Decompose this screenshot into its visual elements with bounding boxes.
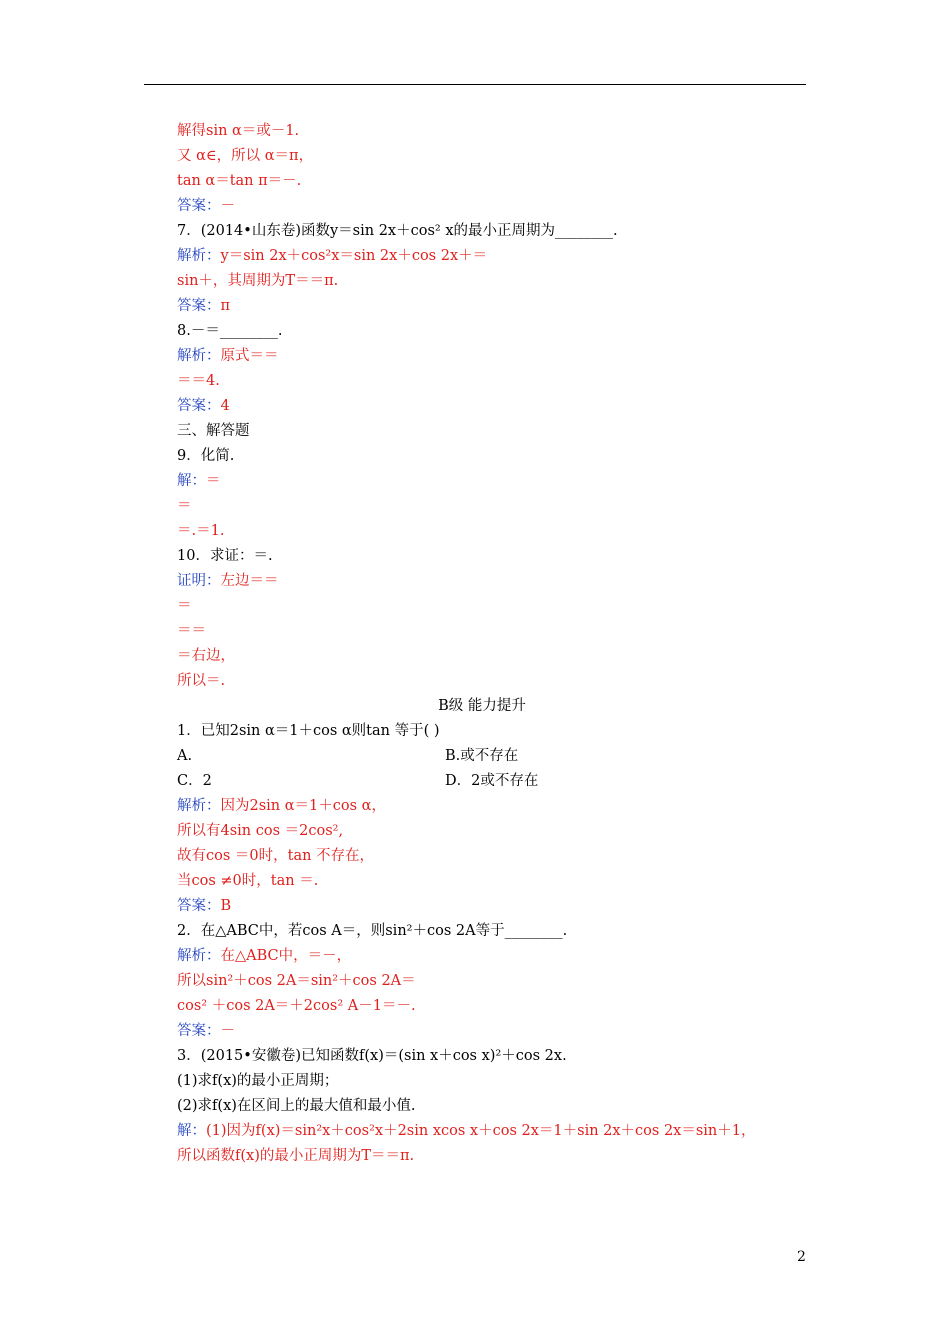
answer-text: tan α＝tan π＝－. [177,173,302,189]
page-number: 2 [797,1249,806,1265]
answer-line [177,144,817,169]
answer-line [177,494,817,519]
answer-line [177,269,817,294]
answer-line [177,794,817,819]
question-text: 8.－＝________. [177,323,283,339]
answer-text: 因为2sin α＝1＋cos α， [220,798,386,814]
answer-label: 答案： [177,198,221,214]
question-line [177,444,817,469]
answer-line [177,519,817,544]
question-text: 1．已知2sin α＝1＋cos α则tan 等于( ) [177,723,440,739]
question-line [177,1044,817,1069]
answer-text: 又 α∈，所以 α＝π， [177,148,314,164]
answer-text: 故有cos ＝0时，tan 不存在， [177,848,375,864]
question-text: 3．(2015•安徽卷)已知函数f(x)＝(sin x＋cos x)²＋cos 2x. [177,1048,567,1064]
answer-text: B [220,898,232,914]
answer-text: 所以有4sin cos ＝2cos², [177,823,344,839]
choice-row [177,769,817,794]
answer-line [177,394,817,419]
answer-label: 答案： [177,298,221,314]
answer-line [177,244,817,269]
answer-text: y＝sin 2x＋cos²x＝sin 2x＋cos 2x＋＝ [220,248,488,264]
answer-line [177,194,817,219]
answer-label: 答案： [177,898,221,914]
answer-line [177,969,817,994]
question-text: 三、解答题 [177,423,250,439]
answer-label: 解： [177,473,206,489]
answer-line [177,469,817,494]
question-text: 2．在△ABC中，若cos A＝，则sin²＋cos 2A等于________. [177,923,568,939]
answer-line [177,594,817,619]
question-text: 10．求证：＝. [177,548,273,564]
answer-text: ＝＝ [177,623,206,639]
answer-text: sin＋，其周期为T＝＝π. [177,273,339,289]
question-line [177,419,817,444]
answer-text: cos² ＋cos 2A＝＋2cos² A－1＝－. [177,998,416,1014]
answer-line [177,894,817,919]
question-text: 7．(2014•山东卷)函数y＝sin 2x＋cos² x的最小正周期为________. [177,223,618,239]
answer-line [177,619,817,644]
answer-line [177,944,817,969]
question-line [177,1094,817,1119]
answer-line [177,669,817,694]
answer-line [177,844,817,869]
answer-line [177,1144,817,1169]
answer-label: 解析： [177,348,221,364]
answer-text: (1)因为f(x)＝sin²x＋cos²x＋2sin xcos x＋cos 2x＝1＋sin 2x＋cos 2x＝sin＋1， [206,1123,756,1139]
heading-text: B级 能力提升 [438,698,526,714]
choice-option: D．2或不存在 [445,773,539,789]
answer-text: ＝＝4. [177,373,220,389]
question-line [177,219,817,244]
answer-text: 原式＝＝ [220,348,279,364]
answer-text: 4 [220,398,230,414]
question-text: (1)求f(x)的最小正周期； [177,1073,339,1089]
choice-option: A. [177,748,193,764]
answer-text: 所以sin²＋cos 2A＝sin²＋cos 2A＝ [177,973,416,989]
section-heading [177,694,817,719]
answer-line [177,169,817,194]
answer-text: ＝ [177,598,192,614]
answer-line [177,1019,817,1044]
answer-line [177,869,817,894]
answer-line [177,119,817,144]
answer-label: 解析： [177,948,221,964]
answer-text: 左边＝＝ [220,573,279,589]
answer-label: 解析： [177,798,221,814]
answer-line [177,294,817,319]
question-line [177,1069,817,1094]
answer-text: － [220,1023,235,1039]
answer-text: ＝ [177,498,192,514]
question-text: (2)求f(x)在区间上的最大值和最小值. [177,1098,416,1114]
answer-line [177,344,817,369]
answer-label: 解： [177,1123,206,1139]
choice-option: B.或不存在 [445,748,519,764]
answer-line [143,1119,817,1144]
answer-text: ＝ [206,473,221,489]
header-rule [144,84,806,85]
question-line [177,319,817,344]
answer-text: 在△ABC中，＝－， [220,948,352,964]
document-body [177,119,817,1169]
answer-text: 解得sin α＝或－1. [177,123,300,139]
answer-label: 解析： [177,248,221,264]
answer-text: 当cos ≠0时，tan ＝. [177,873,319,889]
question-line [177,919,817,944]
answer-line [177,994,817,1019]
answer-line [177,569,817,594]
answer-line [177,369,817,394]
answer-text: 所以＝. [177,673,226,689]
answer-line [177,819,817,844]
answer-text: 所以函数f(x)的最小正周期为T＝＝π. [177,1148,415,1164]
choice-row [177,744,817,769]
question-line [177,544,817,569]
answer-text: ＝右边， [177,648,235,664]
question-text: 9．化简. [177,448,235,464]
answer-label: 答案： [177,398,221,414]
answer-text: π [220,298,231,314]
answer-label: 答案： [177,1023,221,1039]
answer-text: － [220,198,235,214]
choice-option: C．2 [177,773,212,789]
answer-label: 证明： [177,573,221,589]
answer-line [177,644,817,669]
question-line [177,719,817,744]
answer-text: ＝.＝1. [177,523,225,539]
